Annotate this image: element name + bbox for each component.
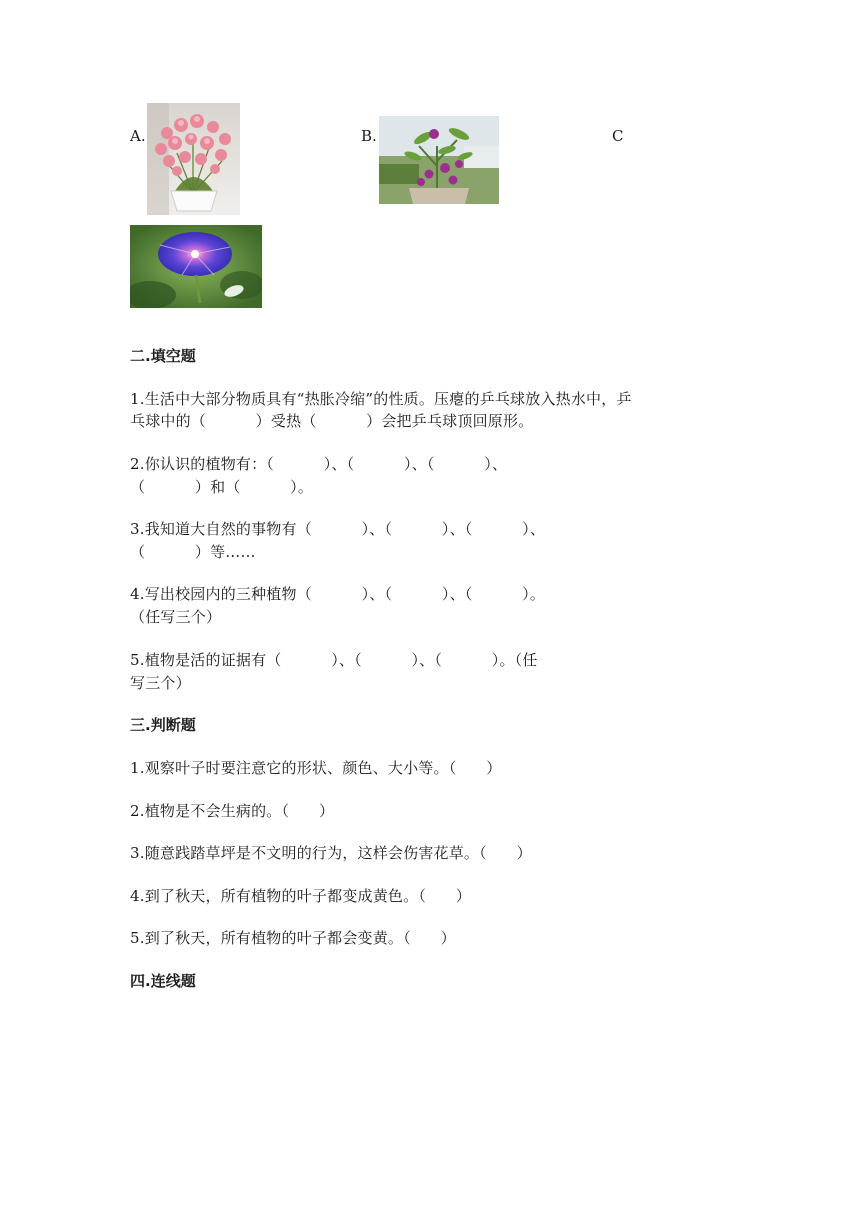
section-title-fill-in: 二.填空题 xyxy=(130,347,196,365)
fill-question-2-line-1: 2.你认识的植物有：（ ）、（ ）、（ ）、 xyxy=(130,455,508,473)
fill-question-5-line-2: 写三个） xyxy=(130,674,191,692)
option-b-label: B. xyxy=(361,127,377,145)
section-title-true-false: 三.判断题 xyxy=(130,716,196,734)
fill-question-5-line-1: 5.植物是活的证据有（ ）、（ ）、（ ）。（任 xyxy=(130,651,538,669)
section-title-matching: 四.连线题 xyxy=(130,972,196,990)
fill-question-3-line-2: （ ）等…… xyxy=(130,543,256,561)
judge-question-3: 3.随意践踏草坪是不文明的行为，这样会伤害花草。（ ） xyxy=(130,844,532,862)
fill-question-4-line-1: 4.写出校园内的三种植物（ ）、（ ）、（ ）。 xyxy=(130,585,546,603)
judge-question-1: 1.观察叶子时要注意它的形状、颜色、大小等。（ ） xyxy=(130,759,502,777)
morning-glory-image xyxy=(130,225,262,308)
carnation-image xyxy=(147,103,240,215)
purple-flower-plant-image xyxy=(379,116,499,204)
fill-question-2-line-2: （ ）和（ ）。 xyxy=(130,478,314,496)
fill-question-3-line-1: 3.我知道大自然的事物有（ ）、（ ）、（ ）、 xyxy=(130,520,546,538)
option-a-label: A. xyxy=(130,127,146,145)
fill-question-4-line-2: （任写三个） xyxy=(130,608,222,626)
fill-question-1-line-2: 乓球中的（ ）受热（ ）会把乒乓球顶回原形。 xyxy=(130,412,534,430)
judge-question-4: 4.到了秋天，所有植物的叶子都变成黄色。（ ） xyxy=(130,887,472,905)
fill-question-1-line-1: 1.生活中大部分物质具有“热胀冷缩”的性质。压瘪的乒乓球放入热水中，乒 xyxy=(130,390,632,408)
judge-question-2: 2.植物是不会生病的。（ ） xyxy=(130,802,335,820)
option-c-label: C xyxy=(612,127,624,145)
judge-question-5: 5.到了秋天，所有植物的叶子都会变黄。（ ） xyxy=(130,929,456,947)
